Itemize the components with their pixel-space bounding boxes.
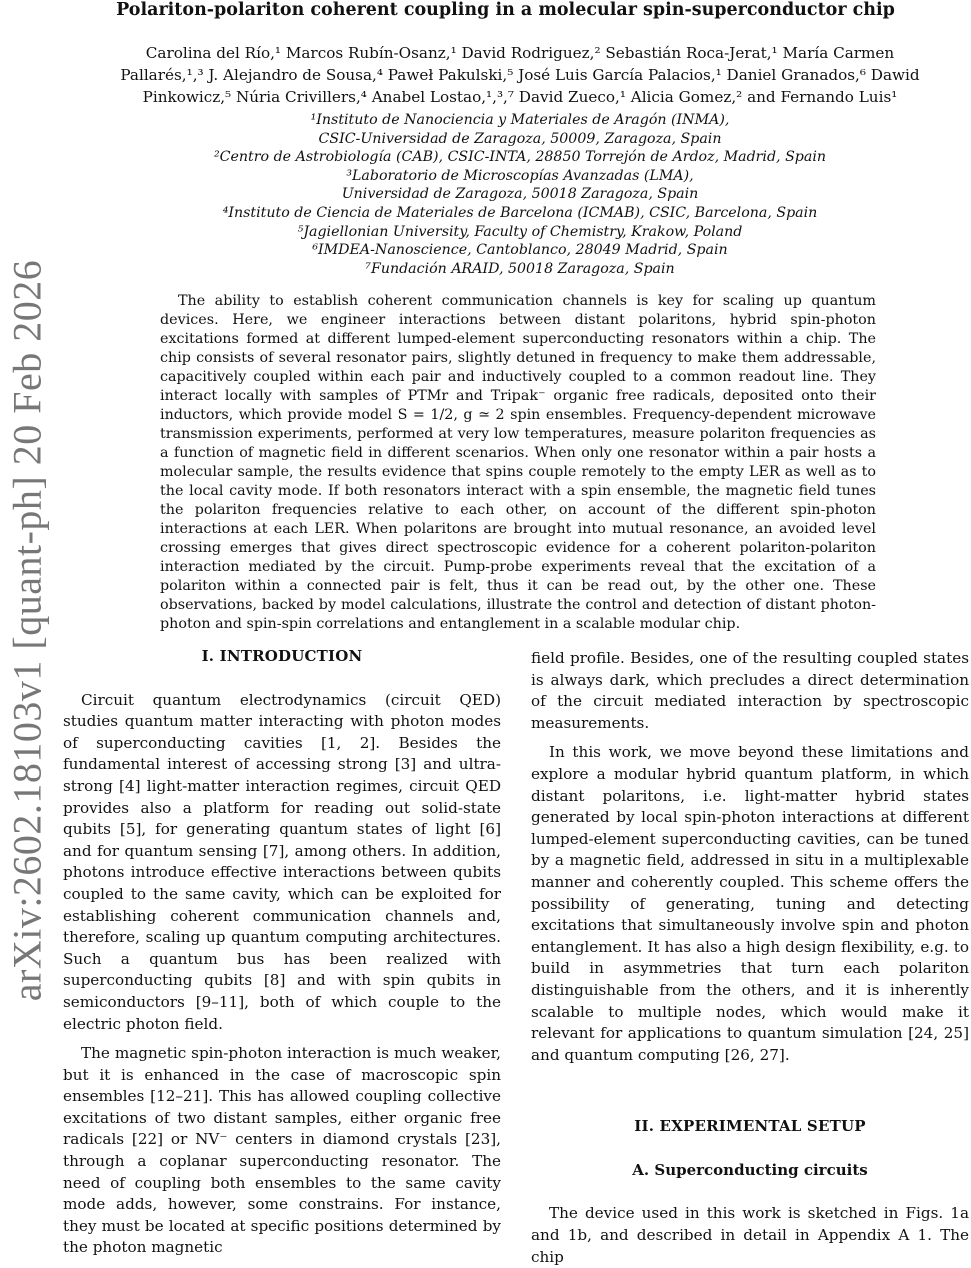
arxiv-sidebar bbox=[4, 259, 50, 1001]
paragraph: The magnetic spin-photon interaction is much weaker, but it is enhanced in the case of macroscopic spin ensembles [12–21]. This has allowed coupling collective excitations of two distant samples, either organic free radicals [22] or NV⁻ centers in diamond crystals [23], through a coplanar superconducting resonator. The need of coupling both ensembles to the same cavity mode adds, however, some constrains. For instance, they must be located at specific positions determined by the photon magnetic bbox=[63, 1044, 501, 1257]
author-line: Pinkowicz,⁵ Núria Crivillers,⁴ Anabel Lostao,¹,³,⁷ David Zueco,¹ Alicia Gomez,² and Fernando Luis¹ bbox=[142, 88, 898, 106]
author-line: Carolina del Río,¹ Marcos Rubín-Osanz,¹ David Rodriguez,² Sebastián Roca-Jerat,¹ María Carmen bbox=[145, 44, 895, 62]
affiliation: Universidad de Zaragoza, 50018 Zaragoza, Spain bbox=[341, 186, 699, 203]
section-heading-experimental-setup: II. EXPERIMENTAL SETUP bbox=[634, 1117, 866, 1136]
subsection-heading-superconducting-circuits: A. Superconducting circuits bbox=[632, 1160, 868, 1179]
affiliation: ⁴Instituto de Ciencia de Materiales de Barcelona (ICMAB), CSIC, Barcelona, Spain bbox=[222, 204, 818, 221]
paper-title: Polariton-polariton coherent coupling in a molecular spin-superconductor chip bbox=[116, 0, 895, 20]
abstract: The ability to establish coherent communication channels is key for scaling up quantum devices. Here, we engineer interactions between distant polaritons, hybrid spin-photon excitations formed at different lumped-element superconducting resonators within a chip. The chip consists of several resonator pairs, slightly detuned in frequency to make them addressable, capacitively coupled within each pair and inductively coupled to a common readout line. They interact locally with samples of PTMr and Tripak⁻ organic free radicals, deposited onto their inductors, which provide model S = 1/2, g ≃ 2 spin ensembles. Frequency-dependent microwave transmission experiments, performed at very low temperatures, measure polariton frequencies as a function of magnetic field in different scenarios. When only one resonator within a pair hosts a molecular sample, the results evidence that spins couple remotely to the empty LER as well as to the local cavity mode. If both resonators interact with a spin ensemble, the magnetic field tunes the polariton frequencies relative to each other, on account of the different spin-photon interactions at each LER. When polaritons are brought into mutual resonance, an avoided level crossing emerges that gives direct spectroscopic evidence for a coherent polariton-polariton interaction mediated by the circuit. Pump-probe experiments reveal that the excitation of a polariton within a connected pair is felt, thus it can be read out, by the other one. These observations, backed by model calculations, illustrate the control and detection of distant photon-photon and spin-spin correlations and entanglement in a scalable modular chip. bbox=[160, 293, 876, 632]
affiliation: ¹Instituto de Nanociencia y Materiales de Aragón (INMA), bbox=[310, 112, 730, 128]
affiliation: ⁷Fundación ARAID, 50018 Zaragoza, Spain bbox=[365, 260, 675, 277]
paragraph: In this work, we move beyond these limitations and explore a modular hybrid quantum platform, in which distant polaritons, i.e. light-matter hybrid states generated by local spin-photon interactions at different lumped-element superconducting cavities, can be tuned by a magnetic field, addressed in situ in a multiplexable manner and coherently coupled. This scheme offers the possibility of generating, tuning and detecting excitations that simultaneously involve spin and photon entanglement. It has also a high design flexibility, e.g. to build in asymmetries that turn each polariton distinguishable from the others, and it is inherently scalable to multiple nodes, which would make it relevant for applications to quantum simulation [24, 25] and quantum computing [26, 27]. bbox=[531, 743, 969, 1064]
section-heading-introduction: I. INTRODUCTION bbox=[201, 647, 363, 665]
affiliation: ²Centro de Astrobiología (CAB), CSIC-INTA, 28850 Torrejón de Ardoz, Madrid, Spain bbox=[213, 149, 827, 166]
author-line: Pallarés,¹,³ J. Alejandro de Sousa,⁴ Paweł Pakulski,⁵ José Luis García Palacios,¹ Daniel Granados,⁶ Dawid bbox=[120, 66, 920, 84]
paragraph: Circuit quantum electrodynamics (circuit QED) studies quantum matter interacting with photon modes of superconducting cavities [1, 2]. Besides the fundamental interest of accessing strong [3] and ultra-strong [4] light-matter interaction regimes, circuit QED provides also a platform for reading out solid-state qubits [5], for generating quantum states of light [6] and for quantum sensing [7], among others. In addition, photons introduce effective interactions between qubits coupled to the same cavity, which can be exploited for establishing coherent communication channels and, therefore, scaling up quantum computing architectures. Such a quantum bus has been realized with superconducting qubits [8] and with spin qubits in semiconductors [9–11], both of which couple to the electric photon field. bbox=[63, 690, 501, 1033]
paragraph: The device used in this work is sketched in Figs. 1a and 1b, and described in detail in Appendix A 1. The chip bbox=[531, 1204, 969, 1266]
left-column bbox=[63, 646, 501, 1259]
right-column bbox=[531, 648, 969, 1268]
affiliation: ⁵Jagiellonian University, Faculty of Chemistry, Krakow, Poland bbox=[297, 223, 743, 240]
affiliation: ⁶IMDEA-Nanoscience, Cantoblanco, 28049 Madrid, Spain bbox=[312, 242, 728, 259]
author-list bbox=[90, 42, 950, 108]
affiliation: CSIC-Universidad de Zaragoza, 50009, Zaragoza, Spain bbox=[318, 130, 722, 147]
affiliation-list bbox=[90, 111, 950, 278]
affiliation: ³Laboratorio de Microscopías Avanzadas (LMA), bbox=[346, 167, 694, 184]
paragraph: field profile. Besides, one of the resulting coupled states is always dark, which precludes a direct determination of the circuit mediated interaction by spectroscopic measurements. bbox=[531, 649, 969, 732]
arxiv-identifier: arXiv:2602.18103v1 [quant-ph] 20 Feb 2026 bbox=[4, 259, 50, 1001]
